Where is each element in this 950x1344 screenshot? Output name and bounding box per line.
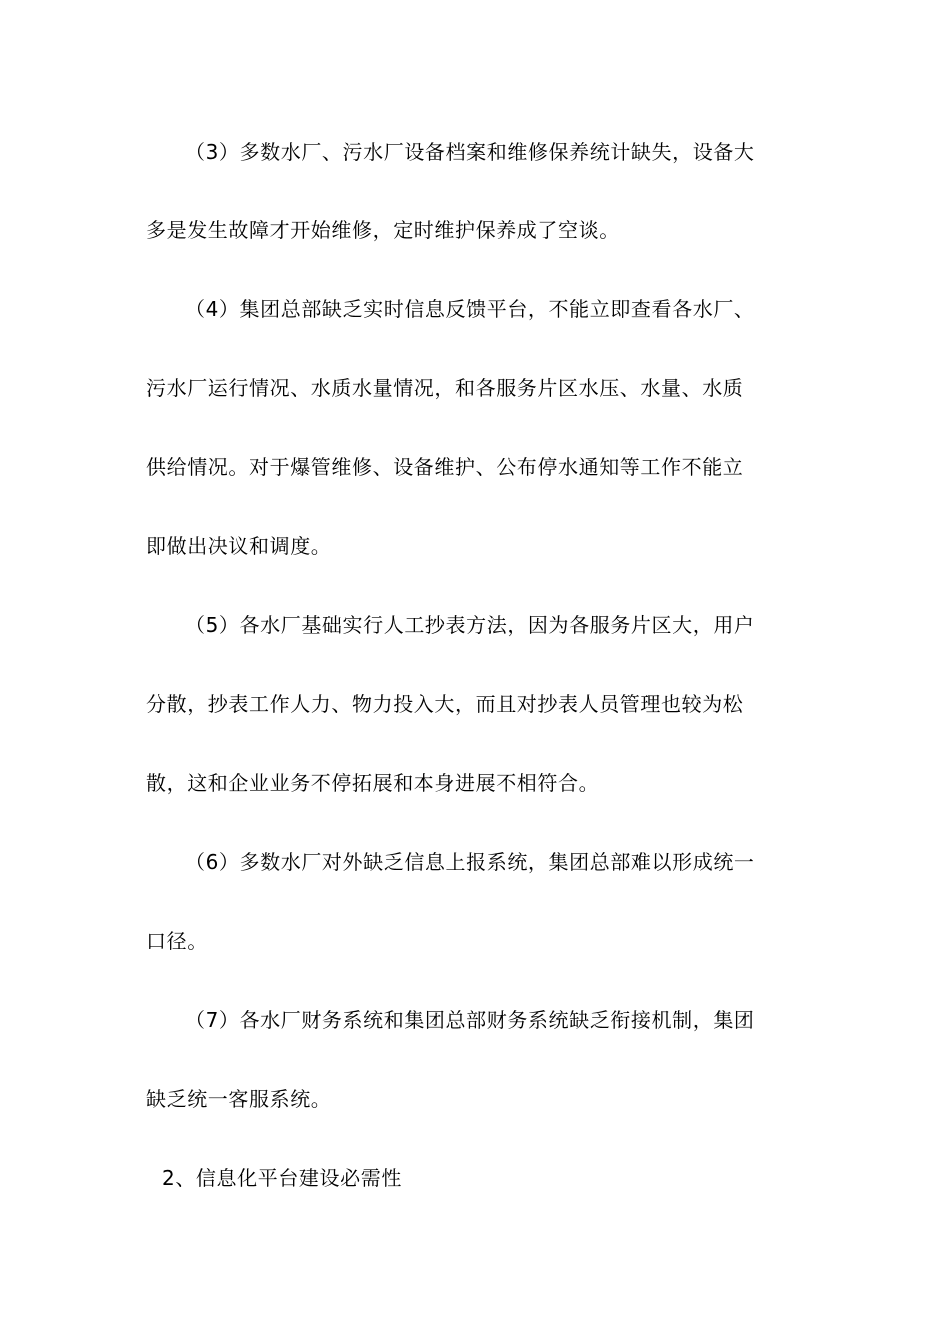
paragraph-5-line-1: （5）各水厂基础实行人工抄表方法，因为各服务片区大，用户 (185, 613, 755, 637)
paragraph-4-line-3: 供给情况。对于爆管维修、设备维护、公布停水通知等工作不能立 (146, 455, 744, 479)
paragraph-5-line-2: 分散，抄表工作人力、物力投入大，而且对抄表人员管理也较为松 (146, 692, 744, 716)
paragraph-4-line-4: 即做出决议和调度。 (146, 534, 332, 558)
paragraph-5-line-3: 散，这和企业业务不停拓展和本身进展不相符合。 (146, 771, 600, 795)
section-heading: 2、信息化平台建设必需性 (162, 1166, 402, 1190)
paragraph-4-line-2: 污水厂运行情况、水质水量情况，和各服务片区水压、水量、水质 (146, 376, 744, 400)
paragraph-7-line-2: 缺乏统一客服系统。 (146, 1087, 332, 1111)
paragraph-6-line-2: 口径。 (146, 929, 208, 953)
paragraph-3-line-2: 多是发生故障才开始维修，定时维护保养成了空谈。 (146, 218, 620, 242)
paragraph-6-line-1: （6）多数水厂对外缺乏信息上报系统，集团总部难以形成统一 (185, 850, 755, 874)
paragraph-4-line-1: （4）集团总部缺乏实时信息反馈平台，不能立即查看各水厂、 (185, 297, 755, 321)
paragraph-3-line-1: （3）多数水厂、污水厂设备档案和维修保养统计缺失，设备大 (185, 140, 755, 164)
paragraph-7-line-1: （7）各水厂财务系统和集团总部财务系统缺乏衔接机制，集团 (185, 1008, 755, 1032)
